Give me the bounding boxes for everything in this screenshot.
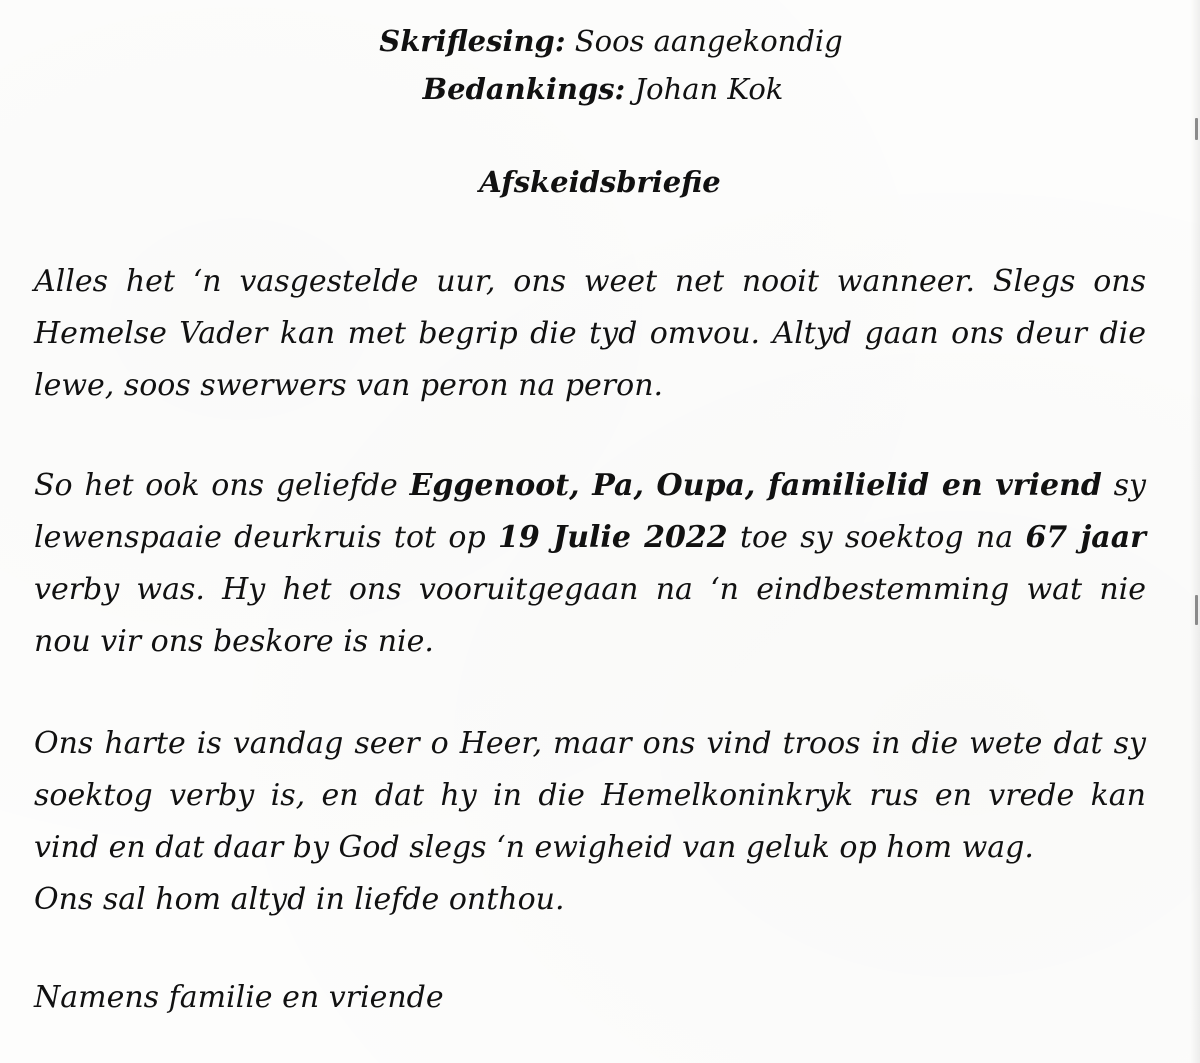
thanks-label: Bedankings: [422, 72, 626, 106]
paragraph-2-text: So het ook ons geliefde [34, 468, 398, 503]
paragraph-2-line-1 [34, 460, 1146, 512]
thanks-value: Johan Kok [634, 72, 784, 106]
farewell-letter-title: Afskeidsbriefie [479, 165, 721, 199]
paragraph-2 [34, 460, 1146, 668]
age-bold-text: 67 jaar [1025, 520, 1146, 555]
scan-edge-mark [1195, 118, 1198, 140]
paragraph-3-line: vind en dat daar by God slegs ‘n ewigheid van geluk op hom wag. [34, 830, 1034, 865]
signoff [34, 972, 1146, 1024]
relations-bold-text: Eggenoot, Pa, Oupa, familielid en vriend [409, 468, 1102, 503]
scripture-reading-label: Skriflesing: [379, 24, 566, 58]
scripture-reading-value: Soos aangekondig [574, 24, 843, 58]
paragraph-2-text: toe sy soektog na [740, 520, 1014, 555]
paragraph-2-line-2 [34, 512, 1146, 564]
paragraph-3-line: Ons sal hom altyd in liefde onthou. [34, 882, 565, 917]
paragraph-1 [34, 256, 1146, 412]
signoff-text: Namens familie en vriende [34, 980, 444, 1015]
paragraph-1-line: Hemelse Vader kan met begrip die tyd omvou. Altyd gaan ons deur die [34, 316, 1146, 351]
paragraph-2-text: lewenspaaie deurkruis tot op [34, 520, 486, 555]
date-bold-text: 19 Julie 2022 [498, 520, 728, 555]
scan-edge-shadow [1190, 0, 1200, 1063]
scan-edge-mark [1195, 595, 1198, 625]
thanks-line [0, 72, 1200, 106]
paragraph-2-text: sy [1113, 468, 1146, 503]
scripture-reading-line [0, 24, 1200, 58]
paragraph-2-line-4: nou vir ons beskore is nie. [34, 624, 434, 659]
paragraph-3-line: Ons harte is vandag seer o Heer, maar ons vind troos in die wete dat sy [34, 726, 1146, 761]
paragraph-1-line: lewe, soos swerwers van peron na peron. [34, 368, 664, 403]
paragraph-2-line-3: verby was. Hy het ons vooruitgegaan na ‘n eindbestemming wat nie [34, 572, 1146, 607]
paragraph-3 [34, 718, 1146, 926]
paragraph-1-line: Alles het ‘n vasgestelde uur, ons weet net nooit wanneer. Slegs ons [34, 264, 1146, 299]
paragraph-3-line: soektog verby is, en dat hy in die Hemelkoninkryk rus en vrede kan [34, 778, 1146, 813]
